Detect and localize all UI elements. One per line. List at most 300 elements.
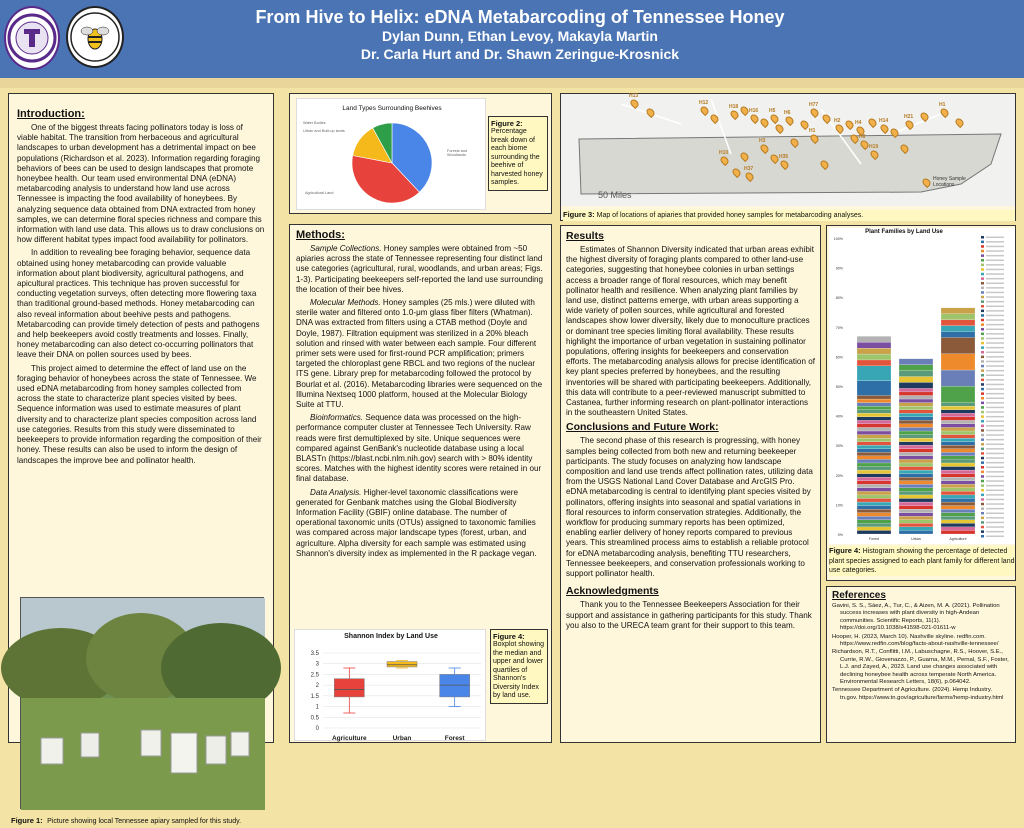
legend-entry <box>986 269 1004 271</box>
legend-entry <box>986 517 1004 519</box>
legend-entry <box>986 526 1004 528</box>
pie-title: Land Types Surrounding Beehives <box>342 105 442 112</box>
legend-swatch <box>981 383 984 386</box>
x-category-label: Forest <box>444 735 465 742</box>
stack-segment <box>857 420 891 424</box>
stack-segment <box>857 381 891 396</box>
legend-swatch <box>981 236 984 239</box>
stack-segment <box>941 506 975 510</box>
y-tick-label: 90% <box>835 266 843 271</box>
legend-entry <box>986 444 1004 446</box>
y-tick-label: 3 <box>315 661 319 668</box>
stack-segment <box>941 449 975 453</box>
stack-segment <box>899 445 933 449</box>
stack-segment <box>941 513 975 517</box>
stack-segment <box>899 474 933 478</box>
pin-label: H8 <box>859 134 866 140</box>
stack-segment <box>857 506 891 510</box>
stack-segment <box>857 424 891 428</box>
legend-swatch <box>981 291 984 294</box>
legend-entry <box>986 453 1004 455</box>
legend-swatch <box>981 420 984 423</box>
stack-segment <box>899 424 933 428</box>
stack-segment <box>857 452 891 456</box>
stack-segment <box>899 420 933 424</box>
pin-label: H12 <box>699 100 709 106</box>
stack-segment <box>941 442 975 446</box>
legend-swatch <box>981 356 984 359</box>
legend-entry <box>986 490 1004 492</box>
legend-entry <box>986 310 1004 312</box>
stack-segment <box>941 484 975 488</box>
methods-bioinformatics-text: Sequence data was processed on the high-performance computer cluster at Tennessee Tech University. Raw reads were first demultiplexed by site. Unique sequences were compared against GenBank's nucleotide database using a local BLASTn (https://blast.ncbi.nlm.nih.gov) search with > 80% identity scores. Matches with the highest identity scores were retained in our final database. <box>296 413 542 484</box>
box-body <box>440 674 470 697</box>
y-tick-label: 50% <box>835 385 843 389</box>
legend-entry <box>986 393 1004 395</box>
legend-entry <box>986 448 1004 450</box>
stack-segment <box>857 395 891 399</box>
beekeepers-association-logo <box>66 6 124 68</box>
stacked-bar-chart <box>829 228 1015 544</box>
legend-swatch <box>981 351 984 354</box>
pin-label: H16 <box>749 108 759 114</box>
legend-swatch <box>981 503 984 506</box>
stack-segment <box>941 332 975 338</box>
legend-swatch <box>981 374 984 377</box>
stack-segment <box>899 463 933 467</box>
stack-segment <box>857 348 891 354</box>
methods-molecular <box>296 298 545 410</box>
stack-segment <box>899 435 933 439</box>
methods-molecular-text: Honey samples (25 mls.) were diluted with sterile water and filtered onto 1.0-μm glass fiber filters (Whatman). DNA was extracted from filters using a CTAB method (Doyle and Doyle, 1987). Filtration equipment was sterilized in a 20% bleach solution and rinsed with water between each sample. Four different primer sets were used for first-round PCR amplification; primers targeted the chloroplast gene RBCL and two regions of the nuclear ITS gene. Library prep for metabarcoding followed the protocol by Bourlat et al. (2016). Metabarcoding libraries were sequenced on the Illumina Nextseq 1000 platform, housed at the Molecular Biology Suite at TTU. <box>296 298 543 410</box>
legend-swatch <box>981 245 984 248</box>
figure4-box-caption <box>490 629 548 704</box>
legend-swatch <box>981 346 984 349</box>
stack-segment <box>899 449 933 453</box>
stack-segment <box>899 417 933 421</box>
stack-segment <box>857 491 891 495</box>
legend-entry <box>986 485 1004 487</box>
stack-segment <box>941 410 975 414</box>
legend-swatch <box>981 512 984 515</box>
x-category-label: Forest <box>868 537 880 541</box>
legend-entry <box>986 513 1004 515</box>
legend-entry <box>986 361 1004 363</box>
references-heading: References <box>832 590 886 601</box>
boxplot-svg <box>295 630 487 742</box>
legend-swatch <box>981 392 984 395</box>
legend-entry <box>986 347 1004 349</box>
figure4-hist-caption <box>829 546 1015 576</box>
pin-label: H19 <box>869 144 879 150</box>
legend-swatch <box>981 489 984 492</box>
legend-entry <box>986 292 1004 294</box>
stack-segment <box>857 438 891 442</box>
figure1-label: Figure 1: <box>11 816 43 825</box>
stack-segment <box>857 435 891 439</box>
legend-entry <box>986 421 1004 423</box>
legend-entry <box>986 536 1004 538</box>
legend-swatch <box>981 466 984 469</box>
stack-segment <box>941 438 975 442</box>
stack-segment <box>941 314 975 320</box>
legend-swatch <box>981 526 984 529</box>
stack-segment <box>941 326 975 332</box>
methods-subheading: Bioinformatics. <box>310 413 364 423</box>
legend-entry <box>986 306 1004 308</box>
stack-segment <box>941 424 975 428</box>
figure2-text: Percentage break down of each biome surrounding the beehive of harvested honey samples. <box>491 128 543 186</box>
stack-segment <box>941 523 975 527</box>
legend-entry <box>986 287 1004 289</box>
legend-swatch <box>981 342 984 345</box>
legend-entry <box>986 416 1004 418</box>
legend-swatch <box>981 264 984 267</box>
stack-segment <box>857 495 891 499</box>
stack-segment <box>857 467 891 471</box>
stacked-svg <box>829 228 1015 544</box>
legend-swatch <box>981 310 984 313</box>
introduction-panel <box>8 93 274 825</box>
tech-seal-icon <box>7 9 57 67</box>
stack-segment <box>899 520 933 524</box>
legend-entry <box>986 255 1004 257</box>
legend-swatch <box>981 484 984 487</box>
legend-entry <box>986 283 1004 285</box>
methods-data-analysis-text: Higher-level taxonomic classifications were generated for Genbank matches using the Global Biodiversity Information Facility (GBIF) online database. The number of operational taxonomic units (OTUs) assigned to taxonomic families was compared across major landscape types (forest, urban, and agriculture. Alpha diversity for each sample was estimated using Shannon's diversity index as implemented in the R package vegan. <box>296 487 537 558</box>
legend-swatch <box>981 425 984 428</box>
legend-swatch <box>981 360 984 363</box>
stack-segment <box>857 431 891 435</box>
pin-label: H35 <box>779 154 789 160</box>
legend-swatch <box>981 388 984 391</box>
stack-segment <box>941 308 975 314</box>
stack-segment <box>941 320 975 326</box>
stack-segment <box>941 337 975 353</box>
legend-swatch <box>981 402 984 405</box>
stack-segment <box>899 365 933 371</box>
x-category-label: Agriculture <box>949 537 967 541</box>
legend-entry <box>986 439 1004 441</box>
stack-segment <box>857 498 891 502</box>
legend-entry <box>986 462 1004 464</box>
legend-swatch <box>981 530 984 533</box>
stack-segment <box>899 502 933 506</box>
stack-segment <box>899 403 933 407</box>
legend-entry <box>986 503 1004 505</box>
box-body <box>387 662 417 667</box>
stack-segment <box>899 498 933 502</box>
box-body <box>334 679 364 697</box>
legend-swatch <box>981 268 984 271</box>
legend-swatch <box>981 521 984 524</box>
y-tick-label: 2.5 <box>310 672 319 679</box>
legend-entry <box>986 352 1004 354</box>
stack-segment <box>857 474 891 478</box>
stack-segment <box>857 516 891 520</box>
legend-swatch <box>981 250 984 253</box>
figure3-caption <box>563 210 1015 221</box>
poster-header <box>0 0 1024 78</box>
legend-entry <box>986 471 1004 473</box>
legend-entry <box>986 329 1004 331</box>
stack-segment <box>899 406 933 410</box>
legend-entry <box>986 522 1004 524</box>
reference-item: Tennessee Department of Agriculture. (2024). Hemp Industry. tn.gov. https://www.tn.gov/agriculture/farms/hemp-industry.html <box>832 687 1004 701</box>
figure2-label: Figure 2: <box>491 119 523 128</box>
legend-swatch <box>981 507 984 510</box>
legend-swatch <box>981 452 984 455</box>
legend-entry <box>986 370 1004 372</box>
legend-entry <box>986 499 1004 501</box>
legend-swatch <box>981 365 984 368</box>
poster-advisors: Dr. Carla Hurt and Dr. Shawn Zeringue-Krosnick <box>360 46 680 62</box>
ack-paragraph: Thank you to the Tennessee Beekeepers Association for their support and assistance in gathering participants for this study. Thank you also to the URECA team grant for their support to this team. <box>566 600 812 630</box>
legend-swatch <box>981 461 984 464</box>
stack-segment <box>857 513 891 517</box>
stack-segment <box>941 370 975 386</box>
legend-entry <box>986 402 1004 404</box>
legend-entry <box>986 324 1004 326</box>
references-list <box>832 603 1010 702</box>
pin-label: H21 <box>904 114 914 120</box>
stack-segment <box>857 410 891 414</box>
y-tick-label: 1.5 <box>310 693 319 700</box>
stack-segment <box>857 449 891 453</box>
legend-entry <box>986 301 1004 303</box>
pie-label-urban: Urban and Built-up lands <box>303 129 345 133</box>
stack-segment <box>899 523 933 527</box>
y-tick-label: 1 <box>315 704 319 711</box>
stack-segment <box>857 399 891 403</box>
stack-segment <box>899 516 933 520</box>
legend-entry <box>986 273 1004 275</box>
legend-entry <box>986 296 1004 298</box>
y-tick-label: 80% <box>835 296 843 301</box>
stack-segment <box>941 477 975 481</box>
stack-segment <box>899 371 933 377</box>
y-tick-label: 100% <box>833 237 843 241</box>
methods-data-analysis <box>296 488 545 559</box>
stack-segment <box>941 474 975 478</box>
tennessee-tech-logo <box>4 6 60 70</box>
stack-segment <box>899 481 933 485</box>
legend-entry <box>986 333 1004 335</box>
legend-swatch <box>981 328 984 331</box>
stack-segment <box>899 477 933 481</box>
legend-swatch <box>981 517 984 520</box>
legend-swatch <box>981 333 984 336</box>
stack-segment <box>941 403 975 407</box>
stack-segment <box>941 502 975 506</box>
results-paragraph: Estimates of Shannon Diversity indicated that urban areas exhibit the highest diversity of foraging plants compared to other land-use categories, suggesting that honeybee colonies in urban settings access a broader range of floral resources, which may benefit pollinator health and resilience. When analyzing plant families by land use, distinct patterns emerge, with urban areas supporting a wide variety of pollen sources, while agricultural and forested landscapes show lower diversity, likely due to monoculture practices or dominant tree species limiting floral availability. These results highlight the importance of urban vegetation in sustaining pollinator populations, offering insights for beekeepers and conservation efforts. The metabarcoding analysis allows for precise identification of key plant species preferred by honeybees, and the resulting inventories will be shared with participating beekeepers. Additionally, this data will contribute to a peer-reviewed manuscript submitted to Castanea, further informing research on plant-pollinator interactions in the southeastern United States. <box>566 245 815 418</box>
stack-segment <box>941 452 975 456</box>
methods-heading: Methods: <box>296 229 345 241</box>
legend-entry <box>986 476 1004 478</box>
legend-entry <box>986 411 1004 413</box>
legend-swatch <box>981 305 984 308</box>
stack-segment <box>941 463 975 467</box>
legend-entry <box>986 241 1004 243</box>
reference-item: Richardson, R.T., Conflitti, I.M., Labuschagne, R.S., Hoover, S.E., Currie, R.W., Giovenazzo, P., Guarna, M.M., Pernal, S.F., Foster, L.J. and Zayed, A., 2023. Land use changes associated with declining honeybee health across temperate North America. Environmental Research Letters, 18(6), p.064042. <box>832 649 1009 686</box>
pin-label: H5 <box>769 108 776 114</box>
legend-entry <box>986 531 1004 533</box>
stack-segment <box>899 427 933 431</box>
legend-entry <box>986 388 1004 390</box>
stack-segment <box>941 386 975 402</box>
legend-swatch <box>981 411 984 414</box>
methods-subheading: Sample Collections. <box>310 244 382 253</box>
stack-segment <box>941 495 975 499</box>
legend-entry <box>986 379 1004 381</box>
stack-segment <box>857 488 891 492</box>
apiary-photo <box>20 597 264 809</box>
stack-segment <box>899 527 933 531</box>
stack-segment <box>857 406 891 410</box>
pie-label-forest: Forests and Woodlands <box>447 149 468 157</box>
legend-swatch <box>981 438 984 441</box>
stack-segment <box>941 435 975 439</box>
stack-segment <box>857 523 891 527</box>
stack-segment <box>941 467 975 471</box>
stack-segment <box>941 491 975 495</box>
stack-segment <box>899 382 933 388</box>
stack-segment <box>857 477 891 481</box>
stack-segment <box>899 484 933 488</box>
figure2-caption <box>488 116 548 191</box>
legend-entry <box>986 434 1004 436</box>
legend-swatch <box>981 287 984 290</box>
stack-segment <box>857 336 891 342</box>
pie-label-water: Water Bodies <box>303 121 326 125</box>
methods-bioinformatics <box>296 413 545 484</box>
figure4-box-label: Figure 4: <box>493 632 525 641</box>
intro-paragraph: One of the biggest threats facing pollinators today is loss of viable habitat. The transition from herbaceous and agricultural landscapes to urban development has a detrimental impact on bee populations (Richardson et al. 2023). Information regarding foraging behaviors of bees can be used to design landscapes that promote honeybee health. Our team used environmental DNA (eDNA) metabarcoding analysis to understand how land use across Tennessee is impacting the food availability of honeybees. By analyzing sequence data obtained from DNA extracted from honey samples, we can determine floral species richness and compare this information with land use data. This allows us to draw conclusions on how different habitat types impact food availability for pollinators. <box>17 123 265 245</box>
stack-segment <box>941 456 975 460</box>
legend-entry <box>986 338 1004 340</box>
conclusions-paragraph: The second phase of this research is progressing, with honey samples being collected from both new and returning beekeeper participants. The study focuses on analyzing how landscape composition and land use trends affect pollination rates, utilizing data from the USGS National Land Cover Database and ArcGIS Pro. eDNA metabarcoding is central to identifying plant species visited by pollinators, offering insights into seasonal and spatial variations in floral resources to inform conservation strategies. Additionally, the workflow for producing summary reports has been optimized, enabling earlier delivery of honey reports compared to previous years. This streamlined process aims to establish a reliable protocol for eDNA metabarcoding analysis, benefiting TTU researchers, Tennessee beekeepers, and conservation professionals working to support pollinator health. <box>566 436 813 579</box>
legend-swatch <box>981 434 984 437</box>
pin-label: H10 <box>719 150 729 156</box>
stack-segment <box>899 413 933 417</box>
legend-swatch <box>981 494 984 497</box>
stack-segment <box>899 442 933 446</box>
intro-heading: Introduction: <box>17 108 85 120</box>
pin-label: H6 <box>784 110 791 116</box>
stack-segment <box>941 420 975 424</box>
legend-swatch <box>981 254 984 257</box>
stack-segment <box>899 377 933 383</box>
stack-segment <box>899 395 933 399</box>
stack-segment <box>857 456 891 460</box>
legend-entry <box>986 260 1004 262</box>
y-tick-label: 40% <box>835 414 843 419</box>
pin-label: H4 <box>855 120 862 126</box>
y-tick-label: 0.5 <box>310 715 319 722</box>
stack-segment <box>857 481 891 485</box>
legend-entry <box>986 398 1004 400</box>
results-panel <box>560 225 821 743</box>
legend-swatch <box>981 277 984 280</box>
y-tick-label: 2 <box>315 683 319 690</box>
pin-label: H1 <box>809 128 816 134</box>
pie-chart-panel <box>289 93 552 214</box>
stack-segment <box>899 530 933 534</box>
stack-segment <box>941 459 975 463</box>
legend-entry <box>986 342 1004 344</box>
poster-authors: Dylan Dunn, Ethan Levoy, Makayla Martin <box>382 28 658 44</box>
pin-label: H18 <box>729 104 739 110</box>
legend-entry <box>986 407 1004 409</box>
stack-segment <box>857 427 891 431</box>
map-legend: Honey Sample Locations <box>933 176 966 188</box>
stack-segment <box>941 530 975 534</box>
map-scale: 50 Miles <box>598 190 632 200</box>
legend-entry <box>986 384 1004 386</box>
ack-heading: Acknowledgments <box>566 585 659 598</box>
pin-label: H77 <box>809 102 819 108</box>
stack-segment <box>857 520 891 524</box>
figure4-hist-label: Figure 4: <box>829 546 861 555</box>
stack-segment <box>857 459 891 463</box>
legend-swatch <box>981 475 984 478</box>
figure1-caption <box>11 810 271 828</box>
apiary-illustration-icon <box>21 598 265 810</box>
legend-swatch <box>981 282 984 285</box>
header-stripe <box>0 78 1024 88</box>
legend-entry <box>986 246 1004 248</box>
pin-label: H3 <box>759 138 766 144</box>
reference-item: Hooper, H. (2023, March 10). Nashville skyline. redfin.com. https://www.redfin.com/blog/facts-about-nashville-tennessee/ <box>832 633 999 648</box>
stack-segment <box>857 442 891 446</box>
legend-entry <box>986 508 1004 510</box>
legend-entry <box>986 430 1004 432</box>
boxplot-title: Shannon Index by Land Use <box>344 633 438 640</box>
legend-entry <box>986 250 1004 252</box>
stack-segment <box>857 463 891 467</box>
legend-swatch <box>981 448 984 451</box>
stack-segment <box>899 399 933 403</box>
stack-segment <box>899 509 933 513</box>
y-tick-label: 70% <box>835 325 843 330</box>
pie-chart <box>296 98 486 210</box>
stack-segment <box>899 491 933 495</box>
legend-swatch <box>981 314 984 317</box>
y-tick-label: 60% <box>835 355 843 360</box>
pin-label: H14 <box>879 118 889 124</box>
stack-segment <box>899 467 933 471</box>
legend-swatch <box>981 498 984 501</box>
stack-segment <box>899 392 933 396</box>
legend-swatch <box>981 397 984 400</box>
intro-paragraph: This project aimed to determine the effect of land use on the foraging behavior of honeybees across the state of Tennessee. We used eDNA metabarcoding from honey samples collected from across the state to characterize plant species visited by bees. Sequence information was used to estimate measures of plant diversity and to characterize plant species composition across land use categories. Results from this study were disseminated to beekeepers to provide information regarding the composition of their honey. These results can also be used to inform the design of landscapes the improve bee and pollinator health. <box>17 363 262 465</box>
stack-segment <box>857 527 891 531</box>
legend-entry <box>986 467 1004 469</box>
stacked-bar-panel <box>826 225 1016 581</box>
stack-segment <box>941 413 975 417</box>
intro-paragraph: In addition to revealing bee foraging behavior, sequence data obtained using honey metabarcoding can provide valuable information about plant biodiversity, agricultural pathogens, and apicultural practices. This technique has proven successful for conducting vegetation surveys, often detecting more flowering taxa than traditional ground-based methods. Honey metabarcoding can also reveal information about beehive pests and pathogens. Metabarcoding can provide timely detection of pests and pathogens and help beekeepers avoid costly treatments and losses. Finally, honey metabarcoding can also detect co-occurring pollinators that leave their DNA on pollen sources used by bees. <box>17 248 260 360</box>
methods-sample-collections <box>296 244 545 295</box>
legend-swatch <box>981 443 984 446</box>
legend-swatch <box>981 379 984 382</box>
pin-label: H1 <box>939 102 946 108</box>
figure3-label: Figure 3: <box>563 210 595 219</box>
stack-segment <box>941 488 975 492</box>
references-panel <box>826 586 1016 743</box>
legend-swatch <box>981 296 984 299</box>
stack-segment <box>857 354 891 360</box>
legend-swatch <box>981 259 984 262</box>
